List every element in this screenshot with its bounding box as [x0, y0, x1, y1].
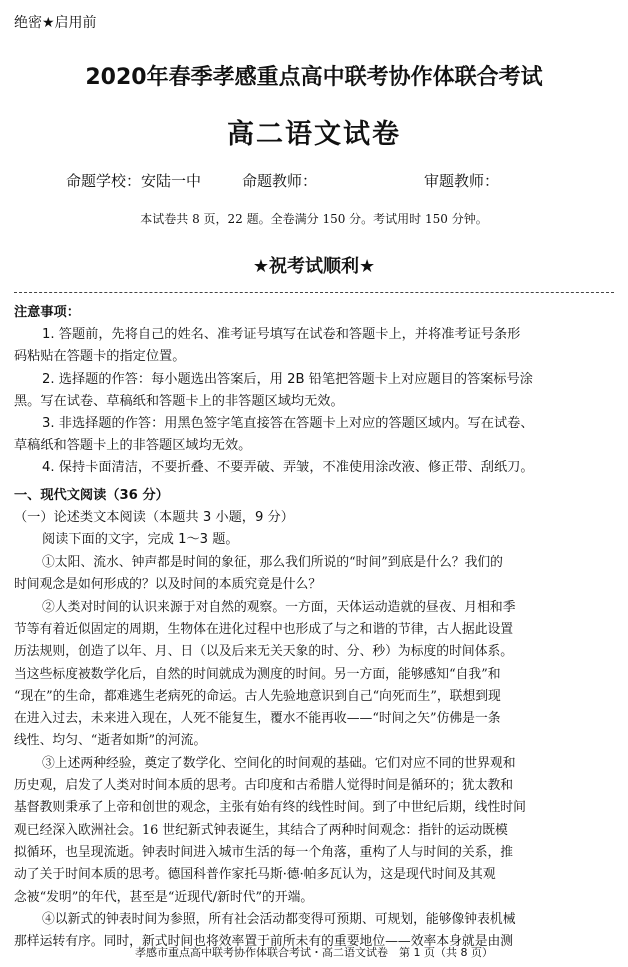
- notice-line: 码粘贴在答题卡的指定位置。: [14, 349, 186, 364]
- passage-line: 那样运转有序。同时，新式时间也将效率置于前所未有的重要地位——效率本身就是由测: [14, 934, 514, 950]
- divider: [14, 292, 614, 293]
- passage-line: 节等有着近似固定的周期，生物体在进化过程中也形成了与之和谐的节律，古人据此设置: [14, 621, 514, 637]
- good-luck-banner: ★祝考试顺利★: [252, 256, 376, 277]
- passage-line: ③上述两种经验，奠定了数学化、空间化的时间观的基础。它们对应不同的世界观和: [42, 755, 516, 771]
- passage-line: ④以新式的钟表时间为参照，所有社会活动都变得可预期、可规划，能够像钟表机械: [42, 911, 516, 927]
- passage-line: 历史观，启发了人类对时间本质的思考。古印度和古希腊人觉得时间是循环的；犹太教和: [14, 778, 514, 793]
- notice-heading: 注意事项：: [14, 305, 80, 320]
- notice-line: 2. 选择题的作答：每小题选出答案后，用 2B 铅笔把答题卡上对应题目的答案标号涂: [42, 372, 533, 387]
- confidential-mark: 绝密★启用前: [14, 15, 97, 31]
- passage-line: 线性、均匀、“逝者如斯”的河流。: [14, 733, 207, 749]
- exam-title: 2020年春季孝感重点高中联考协作体联合考试: [85, 65, 543, 90]
- passage-line: 念被“发明”的年代，甚至是“近现代/新时代”的开端。: [14, 889, 314, 905]
- passage-line: 当这些标度被数学化后，自然的时间就成为测度的时间。另一方面，能够感知“自我”和: [14, 666, 501, 682]
- school-label: 命题学校：安陆一中: [66, 172, 202, 190]
- passage-line: 动了关于时间本质的思考。德国科普作家托马斯·德·帕多瓦认为，这是现代时间及其观: [14, 867, 496, 883]
- passage-line: 拟循环，也呈现流逝。钟表时间进入城市生活的每一个角落，重构了人与时间的关系，推: [14, 844, 514, 860]
- instruction: 阅读下面的文字，完成 1～3 题。: [42, 532, 239, 547]
- passage-line: 历法规则，创造了以年、月、日（以及后来无关天象的时、分、秒）为标度的时间体系。: [14, 644, 514, 660]
- notice-line: 3. 非选择题的作答：用黑色签字笔直接答在答题卡上对应的答题区域内。写在试卷、: [42, 416, 534, 431]
- exam-info: 本试卷共 8 页，22 题。全卷满分 150 分。考试用时 150 分钟。: [140, 212, 488, 226]
- paper-title: 高二语文试卷: [227, 119, 401, 150]
- section-heading: 一、现代文阅读（36 分）: [14, 488, 169, 503]
- passage-line: 时间观念是如何形成的？以及时间的本质究竟是什么？: [14, 577, 322, 593]
- notice-line: 草稿纸和答题卡上的非答题区域均无效。: [14, 438, 252, 453]
- reviewer-label: 审题教师：: [424, 172, 500, 190]
- page-footer: 孝感市重点高中联考协作体联合考试・高二语文试卷 第 1 页（共 8 页）: [135, 946, 493, 959]
- teacher-label: 命题教师：: [242, 172, 318, 190]
- passage-line: 在进入过去，未来进入现在，人死不能复生，覆水不能再收——“时间之矢”仿佛是一条: [14, 711, 501, 727]
- passage-line: ②人类对时间的认识来源于对自然的观察。一方面，天体运动造就的昼夜、月相和季: [42, 599, 516, 615]
- passage-line: ①太阳、流水、钟声都是时间的象征，那么我们所说的“时间”到底是什么？我们的: [42, 555, 503, 570]
- notice-line: 1. 答题前，先将自己的姓名、准考证号填写在试卷和答题卡上，并将准考证号条形: [42, 327, 521, 342]
- notice-line: 黑。写在试卷、草稿纸和答题卡上的非答题区域均无效。: [14, 394, 344, 409]
- notice-line: 4. 保持卡面清洁，不要折叠、不要弄破、弄皱，不准使用涂改液、修正带、刮纸刀。: [42, 460, 534, 475]
- passage-line: “现在”的生命，都难逃生老病死的命运。古人先验地意识到自己“向死而生”，联想到现: [14, 688, 501, 704]
- passage-line: 观已经深入欧洲社会。16 世纪新式钟表诞生，其结合了两种时间观念：指针的运动既模: [14, 822, 508, 838]
- passage-line: 基督教则秉承了上帝和创世的观念，主张有始有终的线性时间。到了中世纪后期，线性时间: [14, 800, 526, 816]
- subsection-heading: （一）论述类文本阅读（本题共 3 小题，9 分）: [14, 510, 294, 525]
